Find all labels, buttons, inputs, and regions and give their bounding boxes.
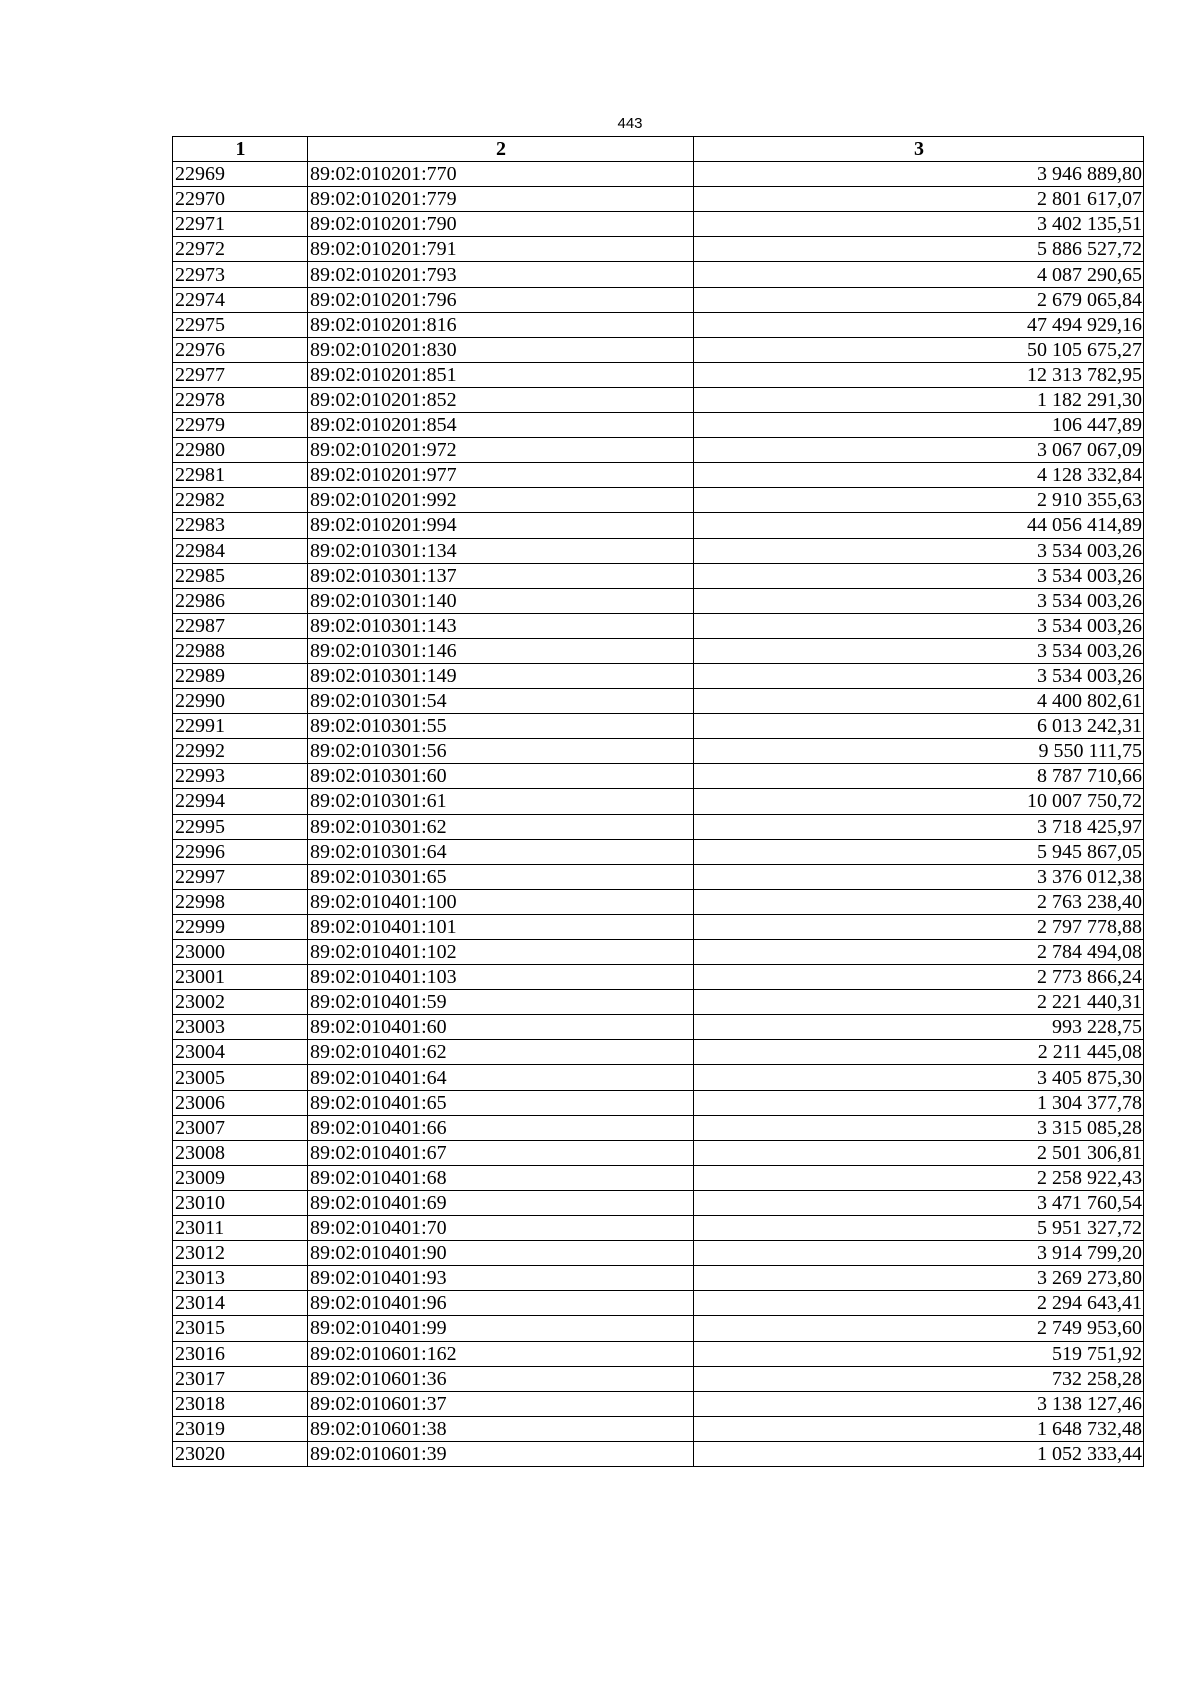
table-row xyxy=(173,1391,1144,1416)
cadastral-value: 3 534 003,26 xyxy=(694,538,1144,563)
table-row xyxy=(173,463,1144,488)
cadastral-value: 1 304 377,78 xyxy=(694,1090,1144,1115)
cadastral-value: 3 376 012,38 xyxy=(694,864,1144,889)
table-row xyxy=(173,764,1144,789)
row-number: 22969 xyxy=(173,162,308,187)
cadastral-number: 89:02:010201:992 xyxy=(308,488,694,513)
row-number: 22998 xyxy=(173,889,308,914)
cadastral-number: 89:02:010401:101 xyxy=(308,914,694,939)
cadastral-value: 2 797 778,88 xyxy=(694,914,1144,939)
cadastral-number: 89:02:010201:779 xyxy=(308,187,694,212)
cadastral-number: 89:02:010401:90 xyxy=(308,1241,694,1266)
cadastral-number: 89:02:010401:102 xyxy=(308,940,694,965)
table-row xyxy=(173,663,1144,688)
cadastral-number: 89:02:010201:791 xyxy=(308,237,694,262)
row-number: 23018 xyxy=(173,1391,308,1416)
table-row xyxy=(173,1341,1144,1366)
row-number: 22971 xyxy=(173,212,308,237)
table-row xyxy=(173,1266,1144,1291)
table-row xyxy=(173,387,1144,412)
table-row xyxy=(173,839,1144,864)
row-number: 22997 xyxy=(173,864,308,889)
table-row xyxy=(173,1291,1144,1316)
table-body xyxy=(173,162,1144,1467)
cadastral-number: 89:02:010301:55 xyxy=(308,714,694,739)
row-number: 23007 xyxy=(173,1115,308,1140)
cadastral-value: 732 258,28 xyxy=(694,1366,1144,1391)
cadastral-number: 89:02:010601:38 xyxy=(308,1416,694,1441)
row-number: 23006 xyxy=(173,1090,308,1115)
table-header xyxy=(173,137,1144,162)
cadastral-number: 89:02:010401:65 xyxy=(308,1090,694,1115)
table-row xyxy=(173,1115,1144,1140)
cadastral-value: 3 315 085,28 xyxy=(694,1115,1144,1140)
cadastral-value: 47 494 929,16 xyxy=(694,312,1144,337)
cadastral-number: 89:02:010201:852 xyxy=(308,387,694,412)
column-header-2: 2 xyxy=(308,137,694,162)
table-row xyxy=(173,162,1144,187)
cadastral-number: 89:02:010401:100 xyxy=(308,889,694,914)
row-number: 22986 xyxy=(173,588,308,613)
cadastral-value: 2 294 643,41 xyxy=(694,1291,1144,1316)
cadastral-number: 89:02:010201:830 xyxy=(308,337,694,362)
row-number: 22981 xyxy=(173,463,308,488)
cadastral-value: 2 258 922,43 xyxy=(694,1165,1144,1190)
cadastral-number: 89:02:010201:793 xyxy=(308,262,694,287)
cadastral-value: 2 784 494,08 xyxy=(694,940,1144,965)
row-number: 22988 xyxy=(173,638,308,663)
row-number: 22980 xyxy=(173,438,308,463)
row-number: 23000 xyxy=(173,940,308,965)
table-row xyxy=(173,588,1144,613)
table-row xyxy=(173,914,1144,939)
cadastral-value: 3 534 003,26 xyxy=(694,663,1144,688)
row-number: 23012 xyxy=(173,1241,308,1266)
table-row xyxy=(173,1165,1144,1190)
table-row xyxy=(173,237,1144,262)
cadastral-number: 89:02:010601:162 xyxy=(308,1341,694,1366)
row-number: 22992 xyxy=(173,739,308,764)
cadastral-value: 2 773 866,24 xyxy=(694,965,1144,990)
header-row xyxy=(173,137,1144,162)
table-row xyxy=(173,287,1144,312)
table-row xyxy=(173,488,1144,513)
row-number: 23017 xyxy=(173,1366,308,1391)
row-number: 23013 xyxy=(173,1266,308,1291)
table-row xyxy=(173,438,1144,463)
row-number: 23008 xyxy=(173,1140,308,1165)
row-number: 23011 xyxy=(173,1216,308,1241)
table-row xyxy=(173,889,1144,914)
cadastral-number: 89:02:010201:796 xyxy=(308,287,694,312)
table-row xyxy=(173,337,1144,362)
cadastral-value: 44 056 414,89 xyxy=(694,513,1144,538)
table-row xyxy=(173,1040,1144,1065)
row-number: 23010 xyxy=(173,1190,308,1215)
cadastral-value: 1 182 291,30 xyxy=(694,387,1144,412)
cadastral-number: 89:02:010201:854 xyxy=(308,413,694,438)
row-number: 22976 xyxy=(173,337,308,362)
column-header-3: 3 xyxy=(694,137,1144,162)
table-row xyxy=(173,814,1144,839)
row-number: 23020 xyxy=(173,1441,308,1466)
cadastral-number: 89:02:010601:39 xyxy=(308,1441,694,1466)
cadastral-number: 89:02:010201:977 xyxy=(308,463,694,488)
cadastral-number: 89:02:010301:146 xyxy=(308,638,694,663)
cadastral-number: 89:02:010401:67 xyxy=(308,1140,694,1165)
cadastral-value: 6 013 242,31 xyxy=(694,714,1144,739)
table-row xyxy=(173,1140,1144,1165)
cadastral-value: 2 910 355,63 xyxy=(694,488,1144,513)
cadastral-value: 3 534 003,26 xyxy=(694,638,1144,663)
row-number: 22970 xyxy=(173,187,308,212)
row-number: 22987 xyxy=(173,613,308,638)
cadastral-number: 89:02:010301:140 xyxy=(308,588,694,613)
cadastral-number: 89:02:010601:37 xyxy=(308,1391,694,1416)
row-number: 22982 xyxy=(173,488,308,513)
table-row xyxy=(173,940,1144,965)
table-row xyxy=(173,362,1144,387)
row-number: 22972 xyxy=(173,237,308,262)
cadastral-number: 89:02:010401:99 xyxy=(308,1316,694,1341)
row-number: 23016 xyxy=(173,1341,308,1366)
row-number: 22999 xyxy=(173,914,308,939)
table-row xyxy=(173,689,1144,714)
cadastral-value: 1 052 333,44 xyxy=(694,1441,1144,1466)
cadastral-value: 10 007 750,72 xyxy=(694,789,1144,814)
table-row xyxy=(173,563,1144,588)
row-number: 23019 xyxy=(173,1416,308,1441)
table-row xyxy=(173,714,1144,739)
table-row xyxy=(173,864,1144,889)
table-row xyxy=(173,187,1144,212)
row-number: 23015 xyxy=(173,1316,308,1341)
cadastral-value: 3 718 425,97 xyxy=(694,814,1144,839)
table-row xyxy=(173,739,1144,764)
cadastral-value: 3 405 875,30 xyxy=(694,1065,1144,1090)
row-number: 22996 xyxy=(173,839,308,864)
table-row xyxy=(173,1216,1144,1241)
row-number: 22974 xyxy=(173,287,308,312)
table-row xyxy=(173,1065,1144,1090)
row-number: 22989 xyxy=(173,663,308,688)
page-number: 443 xyxy=(617,115,643,132)
cadastral-number: 89:02:010401:62 xyxy=(308,1040,694,1065)
row-number: 22975 xyxy=(173,312,308,337)
cadastral-value: 519 751,92 xyxy=(694,1341,1144,1366)
cadastral-value: 2 679 065,84 xyxy=(694,287,1144,312)
cadastral-number: 89:02:010401:66 xyxy=(308,1115,694,1140)
table-row xyxy=(173,965,1144,990)
cadastral-number: 89:02:010301:149 xyxy=(308,663,694,688)
cadastral-value: 2 221 440,31 xyxy=(694,990,1144,1015)
cadastral-value: 3 067 067,09 xyxy=(694,438,1144,463)
row-number: 22973 xyxy=(173,262,308,287)
row-number: 23005 xyxy=(173,1065,308,1090)
table-row xyxy=(173,413,1144,438)
table-row xyxy=(173,789,1144,814)
row-number: 22979 xyxy=(173,413,308,438)
table-row xyxy=(173,262,1144,287)
cadastral-value: 4 400 802,61 xyxy=(694,689,1144,714)
cadastral-number: 89:02:010401:93 xyxy=(308,1266,694,1291)
cadastral-number: 89:02:010201:994 xyxy=(308,513,694,538)
cadastral-value: 3 138 127,46 xyxy=(694,1391,1144,1416)
table-row xyxy=(173,1316,1144,1341)
cadastral-value: 2 211 445,08 xyxy=(694,1040,1144,1065)
cadastral-number: 89:02:010201:851 xyxy=(308,362,694,387)
cadastral-number: 89:02:010401:69 xyxy=(308,1190,694,1215)
cadastral-number: 89:02:010301:56 xyxy=(308,739,694,764)
cadastral-number: 89:02:010301:62 xyxy=(308,814,694,839)
row-number: 23001 xyxy=(173,965,308,990)
cadastral-number: 89:02:010301:137 xyxy=(308,563,694,588)
row-number: 23014 xyxy=(173,1291,308,1316)
cadastral-value: 12 313 782,95 xyxy=(694,362,1144,387)
cadastral-number: 89:02:010401:68 xyxy=(308,1165,694,1190)
cadastral-value: 4 087 290,65 xyxy=(694,262,1144,287)
table-row xyxy=(173,638,1144,663)
registry-table xyxy=(172,136,1144,1467)
cadastral-number: 89:02:010401:60 xyxy=(308,1015,694,1040)
cadastral-number: 89:02:010401:70 xyxy=(308,1216,694,1241)
table-row xyxy=(173,312,1144,337)
table-row xyxy=(173,990,1144,1015)
cadastral-value: 106 447,89 xyxy=(694,413,1144,438)
table-row xyxy=(173,1090,1144,1115)
cadastral-number: 89:02:010401:59 xyxy=(308,990,694,1015)
row-number: 22994 xyxy=(173,789,308,814)
cadastral-value: 4 128 332,84 xyxy=(694,463,1144,488)
cadastral-number: 89:02:010201:816 xyxy=(308,312,694,337)
column-header-1: 1 xyxy=(173,137,308,162)
table-row xyxy=(173,538,1144,563)
table-row xyxy=(173,1441,1144,1466)
cadastral-value: 2 801 617,07 xyxy=(694,187,1144,212)
cadastral-value: 5 951 327,72 xyxy=(694,1216,1144,1241)
cadastral-value: 2 501 306,81 xyxy=(694,1140,1144,1165)
cadastral-number: 89:02:010301:61 xyxy=(308,789,694,814)
cadastral-number: 89:02:010301:143 xyxy=(308,613,694,638)
row-number: 22990 xyxy=(173,689,308,714)
cadastral-value: 50 105 675,27 xyxy=(694,337,1144,362)
row-number: 23003 xyxy=(173,1015,308,1040)
cadastral-value: 5 945 867,05 xyxy=(694,839,1144,864)
table-row xyxy=(173,1241,1144,1266)
table-row xyxy=(173,212,1144,237)
cadastral-value: 3 402 135,51 xyxy=(694,212,1144,237)
table-row xyxy=(173,1015,1144,1040)
cadastral-value: 2 749 953,60 xyxy=(694,1316,1144,1341)
table-row xyxy=(173,1416,1144,1441)
cadastral-value: 5 886 527,72 xyxy=(694,237,1144,262)
cadastral-value: 3 269 273,80 xyxy=(694,1266,1144,1291)
cadastral-number: 89:02:010401:96 xyxy=(308,1291,694,1316)
cadastral-number: 89:02:010201:790 xyxy=(308,212,694,237)
cadastral-value: 8 787 710,66 xyxy=(694,764,1144,789)
cadastral-value: 9 550 111,75 xyxy=(694,739,1144,764)
row-number: 22978 xyxy=(173,387,308,412)
cadastral-number: 89:02:010301:60 xyxy=(308,764,694,789)
row-number: 22995 xyxy=(173,814,308,839)
row-number: 22991 xyxy=(173,714,308,739)
cadastral-value: 3 534 003,26 xyxy=(694,563,1144,588)
cadastral-number: 89:02:010401:64 xyxy=(308,1065,694,1090)
cadastral-value: 2 763 238,40 xyxy=(694,889,1144,914)
cadastral-value: 3 914 799,20 xyxy=(694,1241,1144,1266)
cadastral-number: 89:02:010301:65 xyxy=(308,864,694,889)
cadastral-number: 89:02:010201:972 xyxy=(308,438,694,463)
row-number: 23009 xyxy=(173,1165,308,1190)
row-number: 22984 xyxy=(173,538,308,563)
cadastral-value: 3 534 003,26 xyxy=(694,588,1144,613)
row-number: 22993 xyxy=(173,764,308,789)
cadastral-number: 89:02:010201:770 xyxy=(308,162,694,187)
cadastral-value: 993 228,75 xyxy=(694,1015,1144,1040)
cadastral-number: 89:02:010301:134 xyxy=(308,538,694,563)
row-number: 22977 xyxy=(173,362,308,387)
cadastral-number: 89:02:010601:36 xyxy=(308,1366,694,1391)
cadastral-number: 89:02:010301:64 xyxy=(308,839,694,864)
row-number: 23004 xyxy=(173,1040,308,1065)
cadastral-value: 3 471 760,54 xyxy=(694,1190,1144,1215)
cadastral-value: 1 648 732,48 xyxy=(694,1416,1144,1441)
row-number: 23002 xyxy=(173,990,308,1015)
cadastral-number: 89:02:010301:54 xyxy=(308,689,694,714)
row-number: 22983 xyxy=(173,513,308,538)
cadastral-value: 3 534 003,26 xyxy=(694,613,1144,638)
table-row xyxy=(173,613,1144,638)
cadastral-number: 89:02:010401:103 xyxy=(308,965,694,990)
table-row xyxy=(173,1190,1144,1215)
row-number: 22985 xyxy=(173,563,308,588)
table-row xyxy=(173,513,1144,538)
table-row xyxy=(173,1366,1144,1391)
cadastral-value: 3 946 889,80 xyxy=(694,162,1144,187)
